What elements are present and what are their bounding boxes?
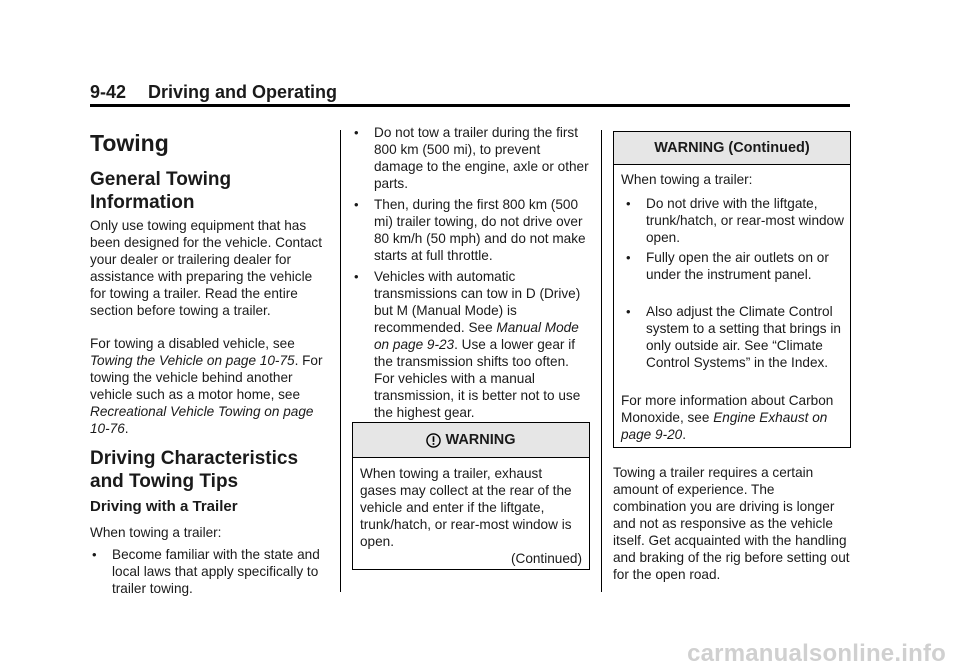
page-number: 9-42 [90,82,127,102]
bullet-climate-control: • Also adjust the Climate Control system to a setting that brings in only outside air. See “Climate Control Systems” in the Index. [624,303,850,371]
bullet-transmission: • Vehicles with automatic transmissions can tow in D (Drive) but M (Manual Mode) is recommended. See Manual Mode on page 9-23. Use a lower gear if the transmission shifts too often. For vehicles with a manual transmission, it is better not to use the highest gear. [352,268,590,421]
link-manual-mode: Manual Mode on page 9-23 [374,320,579,352]
paragraph-experience: Towing a trailer requires a certain amount of experience. The combination you are driving is longer and not as responsive as the vehicle itself. Get acquainted with the handling and braking of the rig before setting out for the open road. [613,465,850,582]
bullet-first-800km: • Do not tow a trailer during the first 800 km (500 mi), to prevent damage to the engine, axle or other parts. [352,124,590,192]
warning-continued: (Continued) [510,551,582,566]
warning-more-info: For more information about Carbon Monoxide, see Engine Exhaust on page 9-20. [621,393,834,442]
paragraph-disabled-vehicle: For towing a disabled vehicle, see Towing the Vehicle on page 10-75. For towing the vehicle behind another vehicle such as a motor home, see Recreational Vehicle Towing on page 10-76. [90,336,323,436]
watermark: carmanualsonline.info [687,640,946,667]
warning-header [353,423,589,458]
warning-title: WARNING [445,432,516,448]
paragraph-towing-equipment: Only use towing equipment that has been designed for the vehicle. Contact your dealer or trailering dealer for assistance with preparing the vehicle for towing a trailer. Read the entire section before towing a trailer. [90,218,323,318]
heading-driving-characteristics: Driving Characteristics and Towing Tips [90,448,299,492]
bullet-speed-limit: • Then, during the first 800 km (500 mi) trailer towing, do not drive over 80 km/h (50 mph) and do not make starts at full throttle. [352,196,590,264]
section-title: Driving and Operating [148,82,338,102]
column-divider [601,130,602,592]
warning-continued-header: WARNING (Continued) [614,132,850,165]
heading-general-towing: General Towing Information [90,169,232,213]
link-towing-the-vehicle: Towing the Vehicle on page 10-75 [90,353,295,368]
bullet-air-outlets: • Fully open the air outlets on or under the instrument panel. [624,249,850,283]
warning-icon [426,433,441,448]
heading-driving-with-trailer: Driving with a Trailer [90,498,238,515]
warning-box-continued [613,131,851,448]
warning-intro: When towing a trailer: [621,172,753,187]
page-header [90,82,850,107]
link-engine-exhaust: Engine Exhaust on page 9-20 [621,410,828,442]
column-divider [340,130,341,592]
bullet-no-liftgate: • Do not drive with the liftgate, trunk/hatch, or rear-most window open. [624,195,850,246]
link-recreational-vehicle: Recreational Vehicle Towing on page 10-76 [90,404,314,436]
warning-box-exhaust [352,422,590,570]
warning-text: When towing a trailer, exhaust gases may collect at the rear of the vehicle and enter if the liftgate, trunk/hatch, or rear-most window is open. [360,466,572,549]
bullet-laws: • Become familiar with the state and local laws that apply specifically to trailer towing. [90,546,328,597]
paragraph-when-towing: When towing a trailer: [90,525,222,540]
page-title: Towing [90,130,169,156]
